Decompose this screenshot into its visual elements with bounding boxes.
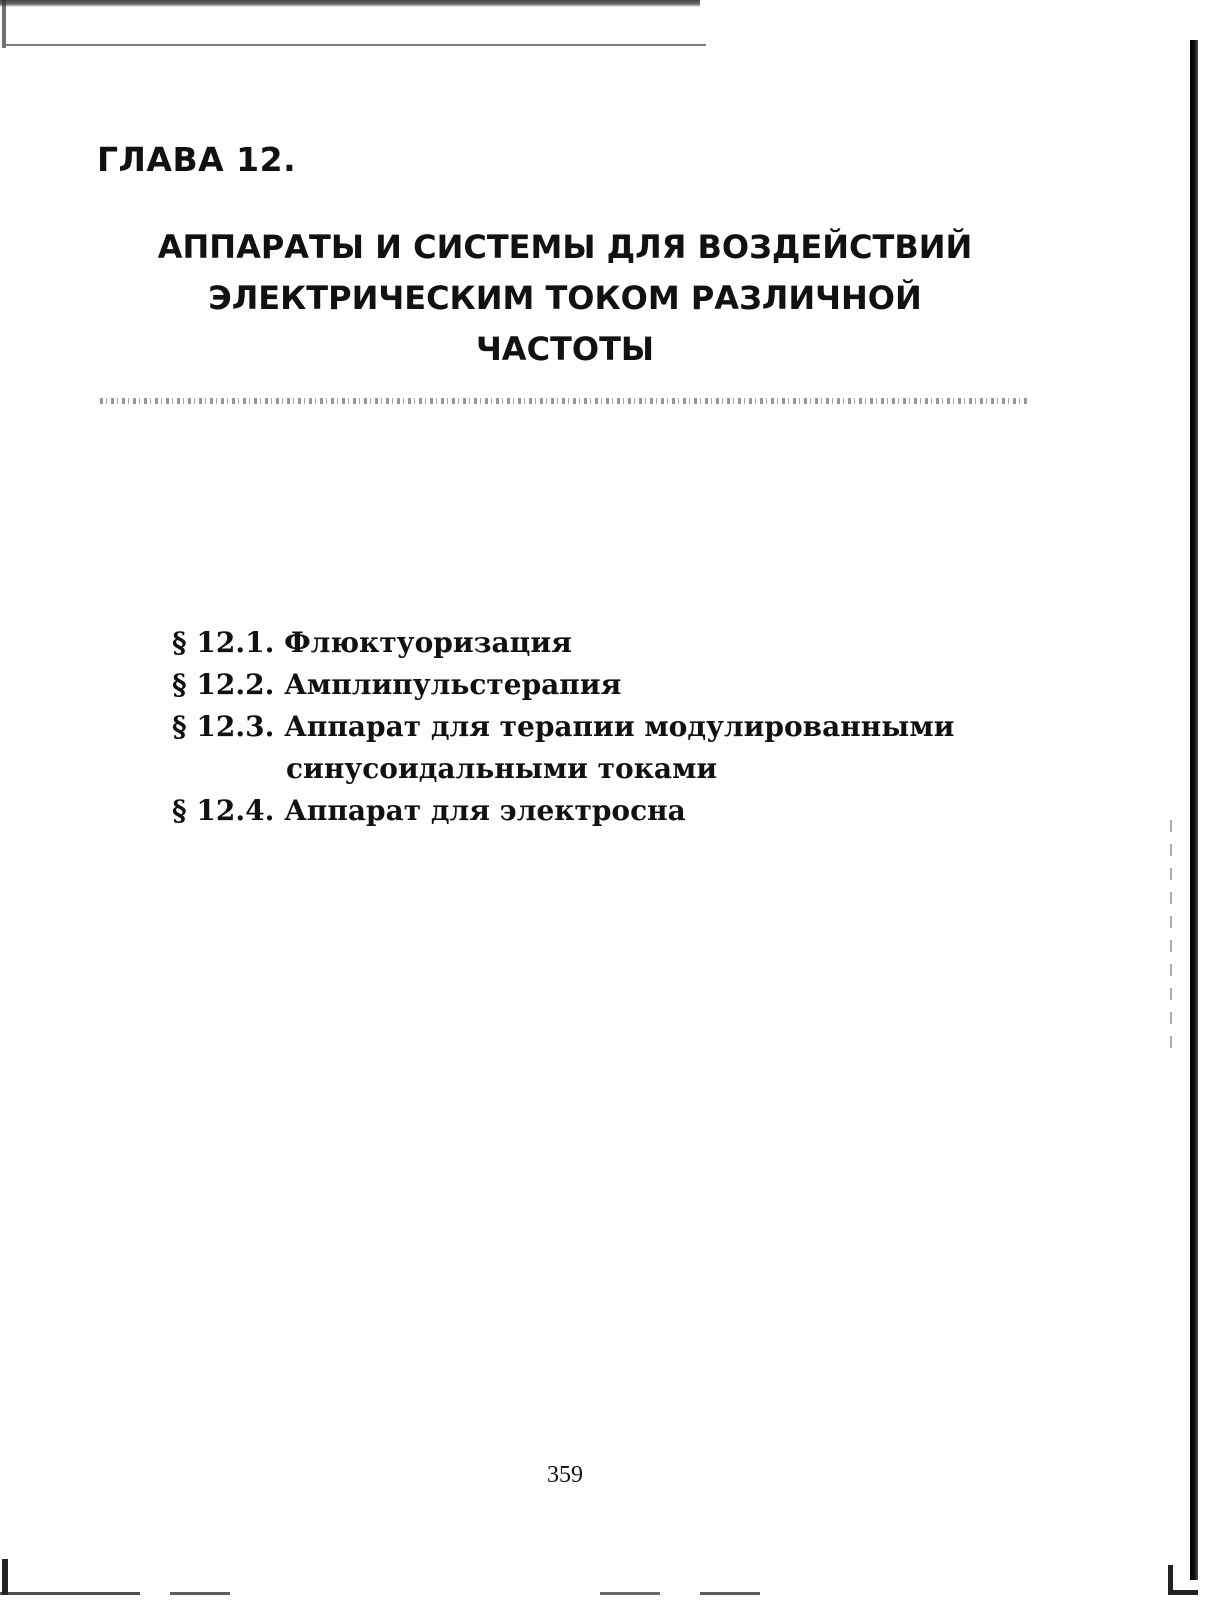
toc-item-12-3-continued: синусоидальными токами xyxy=(286,752,718,785)
dotted-separator xyxy=(100,398,1030,404)
table-of-contents xyxy=(172,622,954,832)
scan-edge-right-dash xyxy=(1170,820,1172,1060)
scan-edge-left xyxy=(2,0,6,48)
scan-edge-right xyxy=(1190,40,1198,1580)
scan-edge-top xyxy=(0,0,700,7)
scan-edge-top-line xyxy=(6,44,706,46)
scan-corner-bottom-left xyxy=(2,1559,8,1595)
chapter-title xyxy=(100,222,1030,375)
chapter-title-line-2: ЭЛЕКТРИЧЕСКИМ ТОКОМ РАЗЛИЧНОЙ xyxy=(208,279,922,317)
chapter-title-line-3: ЧАСТОТЫ xyxy=(475,330,655,368)
toc-item-12-1: § 12.1. Флюктуоризация xyxy=(172,626,572,659)
scan-edge-bottom xyxy=(0,1592,1216,1595)
toc-item-12-2: § 12.2. Амплипульстерапия xyxy=(172,668,622,701)
toc-item-12-4: § 12.4. Аппарат для электросна xyxy=(172,794,686,827)
toc-item-12-3: § 12.3. Аппарат для терапии модулированными xyxy=(172,710,955,743)
chapter-label: ГЛАВА 12. xyxy=(97,140,297,179)
chapter-title-line-1: АППАРАТЫ И СИСТЕМЫ ДЛЯ ВОЗДЕЙСТВИЙ xyxy=(157,228,973,266)
page-number: 359 xyxy=(547,1462,583,1488)
scan-corner-bottom-right xyxy=(1168,1565,1198,1595)
